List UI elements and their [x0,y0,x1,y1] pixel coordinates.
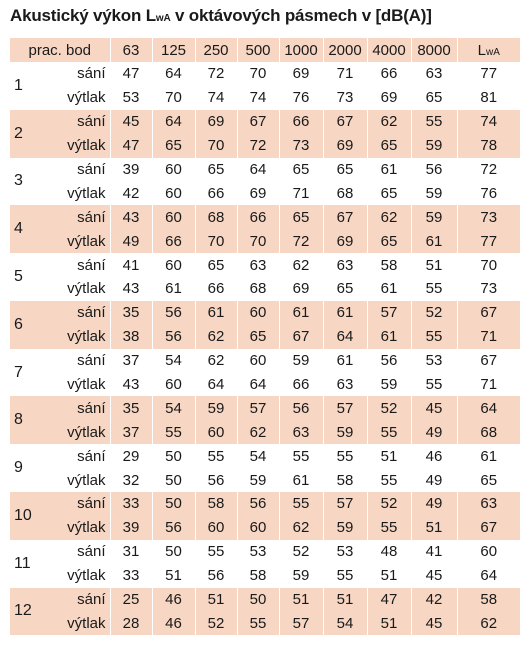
label-vytlak: výtlak [67,423,106,441]
label-sani: sání [77,495,106,513]
band-value: 43 [110,277,152,301]
band-value: 68 [237,277,279,301]
band-value: 50 [152,540,195,564]
label-vytlak: výtlak [67,519,106,537]
band-value: 66 [279,373,323,397]
point-number: 7 [14,363,23,381]
band-value: 64 [152,110,195,134]
label-sani: sání [77,591,106,609]
band-value: 70 [152,86,195,110]
band-value: 69 [195,110,237,134]
band-value: 61 [195,301,237,325]
table-row [10,611,520,635]
band-value: 38 [110,325,152,349]
band-value: 60 [237,349,279,373]
band-value: 69 [367,86,411,110]
lwa-value: 67 [457,349,520,373]
band-value: 49 [411,468,457,492]
band-value: 41 [411,540,457,564]
band-value: 61 [279,301,323,325]
band-value: 61 [367,325,411,349]
band-value: 65 [367,181,411,205]
lwa-value: 64 [457,396,520,420]
label-sani: sání [77,447,106,465]
lwa-value: 58 [457,588,520,612]
band-value: 39 [110,158,152,182]
lwa-value: 71 [457,373,520,397]
label-vytlak: výtlak [67,328,106,346]
band-value: 47 [110,62,152,86]
band-value: 55 [367,420,411,444]
band-value: 63 [323,373,367,397]
band-value: 55 [411,373,457,397]
band-value: 63 [323,253,367,277]
band-value: 45 [411,564,457,588]
band-value: 64 [152,62,195,86]
band-value: 69 [323,229,367,253]
band-value: 41 [110,253,152,277]
band-value: 60 [152,158,195,182]
lwa-value: 72 [457,158,520,182]
title-prefix: Akustický výkon L [10,6,156,25]
lwa-value: 73 [457,205,520,229]
band-value: 58 [367,253,411,277]
band-value: 57 [279,611,323,635]
band-value: 65 [195,158,237,182]
label-vytlak: výtlak [67,280,106,298]
band-value: 62 [367,205,411,229]
band-value: 65 [367,134,411,158]
band-value: 61 [367,158,411,182]
band-value: 65 [323,277,367,301]
label-sani: sání [77,352,106,370]
point-number: 6 [14,315,23,333]
band-value: 32 [110,468,152,492]
table-row [10,158,520,182]
table-row [10,86,520,110]
lwa-value: 73 [457,277,520,301]
band-value: 59 [195,396,237,420]
band-value: 61 [367,277,411,301]
band-value: 55 [279,444,323,468]
label-vytlak: výtlak [67,184,106,202]
label-sani: sání [77,256,106,274]
band-value: 66 [195,277,237,301]
band-value: 74 [237,86,279,110]
header-lwa-main: L [477,41,486,59]
band-value: 60 [195,420,237,444]
band-value: 54 [152,396,195,420]
band-value: 59 [279,564,323,588]
band-value: 55 [323,444,367,468]
lwa-value: 60 [457,540,520,564]
band-value: 43 [110,373,152,397]
label-sani: sání [77,113,106,131]
band-value: 28 [110,611,152,635]
band-value: 42 [411,588,457,612]
band-value: 56 [367,349,411,373]
band-value: 45 [411,611,457,635]
band-value: 50 [152,468,195,492]
table-row [10,205,520,229]
band-value: 61 [323,301,367,325]
band-value: 66 [195,181,237,205]
band-value: 52 [367,396,411,420]
band-value: 57 [367,301,411,325]
lwa-value: 71 [457,325,520,349]
header-lwa [457,38,520,62]
band-value: 55 [195,540,237,564]
band-value: 73 [279,134,323,158]
band-value: 25 [110,588,152,612]
lwa-value: 81 [457,86,520,110]
band-value: 52 [279,540,323,564]
band-value: 60 [237,516,279,540]
table-row [10,253,520,277]
band-value: 49 [110,229,152,253]
band-value: 67 [237,110,279,134]
band-value: 65 [411,86,457,110]
band-value: 55 [279,492,323,516]
band-value: 69 [279,62,323,86]
band-value: 50 [152,444,195,468]
lwa-value: 67 [457,516,520,540]
point-number: 12 [14,602,32,620]
band-value: 59 [411,181,457,205]
band-value: 62 [279,253,323,277]
band-value: 58 [195,492,237,516]
band-value: 62 [367,110,411,134]
band-value: 43 [110,205,152,229]
band-value: 59 [411,205,457,229]
band-value: 54 [237,444,279,468]
point-number: 11 [14,554,31,572]
band-value: 55 [152,420,195,444]
band-value: 51 [323,588,367,612]
table-row [10,492,520,516]
band-value: 47 [110,134,152,158]
header-band: 2000 [323,38,367,62]
table-row [10,540,520,564]
label-vytlak: výtlak [67,567,106,585]
header-point: prac. bod [28,41,92,59]
label-vytlak: výtlak [67,471,106,489]
band-value: 72 [237,134,279,158]
band-value: 73 [323,86,367,110]
point-number: 9 [14,459,23,477]
band-value: 33 [110,492,152,516]
band-value: 64 [237,158,279,182]
table-row [10,373,520,397]
band-value: 65 [237,325,279,349]
band-value: 65 [152,134,195,158]
lwa-value: 68 [457,420,520,444]
band-value: 72 [195,62,237,86]
band-value: 70 [195,229,237,253]
band-value: 66 [279,110,323,134]
band-value: 59 [279,349,323,373]
band-value: 55 [323,564,367,588]
label-sani: sání [77,208,106,226]
band-value: 55 [195,444,237,468]
table-row [10,62,520,86]
band-value: 70 [195,134,237,158]
band-value: 56 [195,564,237,588]
band-value: 56 [411,158,457,182]
lwa-value: 62 [457,611,520,635]
band-value: 35 [110,396,152,420]
band-value: 54 [323,611,367,635]
band-value: 56 [152,301,195,325]
band-value: 52 [195,611,237,635]
label-sani: sání [77,65,106,83]
band-value: 69 [323,134,367,158]
band-value: 33 [110,564,152,588]
band-value: 58 [237,564,279,588]
table-row [10,444,520,468]
band-value: 69 [279,277,323,301]
band-value: 46 [152,611,195,635]
lwa-value: 77 [457,229,520,253]
band-value: 51 [367,564,411,588]
table-row [10,468,520,492]
lwa-value: 78 [457,134,520,158]
label-vytlak: výtlak [67,614,106,632]
band-value: 64 [323,325,367,349]
band-value: 65 [279,158,323,182]
point-number: 10 [14,506,32,524]
band-value: 52 [411,301,457,325]
band-value: 60 [152,253,195,277]
band-value: 60 [237,301,279,325]
band-value: 37 [110,420,152,444]
band-value: 56 [152,325,195,349]
band-value: 50 [237,588,279,612]
band-value: 53 [323,540,367,564]
table-row [10,564,520,588]
band-value: 51 [152,564,195,588]
point-number: 4 [14,220,23,238]
band-value: 53 [237,540,279,564]
band-value: 42 [110,181,152,205]
point-number: 5 [14,268,23,286]
table-title [10,6,432,26]
band-value: 55 [367,468,411,492]
band-value: 70 [237,62,279,86]
header-row [10,38,520,62]
band-value: 56 [152,516,195,540]
table-row [10,516,520,540]
point-number: 1 [14,76,23,94]
table-body [10,62,520,635]
band-value: 52 [367,492,411,516]
band-value: 60 [152,205,195,229]
band-value: 67 [279,325,323,349]
table-row [10,420,520,444]
band-value: 55 [411,110,457,134]
band-value: 59 [323,420,367,444]
band-value: 50 [152,492,195,516]
band-value: 71 [323,62,367,86]
band-value: 59 [237,468,279,492]
band-value: 46 [152,588,195,612]
band-value: 55 [411,325,457,349]
table-row [10,110,520,134]
band-value: 51 [367,444,411,468]
header-band: 250 [195,38,237,62]
band-value: 53 [110,86,152,110]
band-value: 49 [411,420,457,444]
lwa-value: 77 [457,62,520,86]
band-value: 31 [110,540,152,564]
table-row [10,396,520,420]
table-row [10,349,520,373]
header-band: 63 [110,38,152,62]
band-value: 51 [411,253,457,277]
band-value: 53 [411,349,457,373]
band-value: 59 [323,516,367,540]
band-value: 65 [279,205,323,229]
band-value: 59 [411,134,457,158]
band-value: 57 [237,396,279,420]
label-vytlak: výtlak [67,232,106,250]
band-value: 67 [323,205,367,229]
band-value: 62 [237,420,279,444]
band-value: 62 [195,349,237,373]
band-value: 51 [279,588,323,612]
band-value: 68 [195,205,237,229]
band-value: 39 [110,516,152,540]
table-row [10,229,520,253]
band-value: 61 [279,468,323,492]
band-value: 49 [411,492,457,516]
lwa-value: 70 [457,253,520,277]
band-value: 72 [279,229,323,253]
band-value: 56 [237,492,279,516]
lwa-value: 76 [457,181,520,205]
band-value: 55 [367,516,411,540]
band-value: 29 [110,444,152,468]
label-sani: sání [77,304,106,322]
table-row [10,134,520,158]
header-band: 500 [237,38,279,62]
label-vytlak: výtlak [67,89,106,107]
point-number: 8 [14,411,23,429]
table-row [10,588,520,612]
band-value: 45 [110,110,152,134]
header-band: 1000 [279,38,323,62]
band-value: 57 [323,492,367,516]
label-sani: sání [77,399,106,417]
band-value: 69 [237,181,279,205]
band-value: 55 [411,277,457,301]
band-value: 63 [237,253,279,277]
band-value: 71 [279,181,323,205]
band-value: 60 [152,373,195,397]
title-subscript: wA [155,13,171,24]
band-value: 66 [367,62,411,86]
header-band: 8000 [411,38,457,62]
label-sani: sání [77,543,106,561]
band-value: 51 [411,516,457,540]
point-number: 2 [14,124,23,142]
band-value: 55 [237,611,279,635]
title-suffix: v oktávových pásmech v [dB(A)] [170,6,432,25]
band-value: 62 [279,516,323,540]
band-value: 35 [110,301,152,325]
band-value: 76 [279,86,323,110]
table-row [10,277,520,301]
band-value: 61 [323,349,367,373]
band-value: 62 [195,325,237,349]
band-value: 45 [411,396,457,420]
acoustic-power-table [10,38,520,635]
band-value: 59 [367,373,411,397]
lwa-value: 61 [457,444,520,468]
band-value: 54 [152,349,195,373]
band-value: 56 [195,468,237,492]
band-value: 66 [152,229,195,253]
table-row [10,301,520,325]
lwa-value: 74 [457,110,520,134]
band-value: 74 [195,86,237,110]
lwa-value: 67 [457,301,520,325]
lwa-value: 63 [457,492,520,516]
band-value: 56 [279,396,323,420]
band-value: 64 [237,373,279,397]
band-value: 37 [110,349,152,373]
band-value: 47 [367,588,411,612]
band-value: 65 [367,229,411,253]
band-value: 63 [279,420,323,444]
header-lwa-sub: wA [485,46,500,58]
lwa-value: 65 [457,468,520,492]
band-value: 66 [237,205,279,229]
band-value: 46 [411,444,457,468]
band-value: 63 [411,62,457,86]
band-value: 70 [237,229,279,253]
table-row [10,181,520,205]
band-value: 60 [195,516,237,540]
band-value: 67 [323,110,367,134]
band-value: 61 [152,277,195,301]
band-value: 61 [411,229,457,253]
band-value: 64 [195,373,237,397]
lwa-value: 64 [457,564,520,588]
band-value: 65 [323,158,367,182]
label-sani: sání [77,161,106,178]
point-number: 3 [14,172,23,190]
header-band: 125 [152,38,195,62]
band-value: 68 [323,181,367,205]
band-value: 51 [367,611,411,635]
header-band: 4000 [367,38,411,62]
label-vytlak: výtlak [67,376,106,394]
band-value: 57 [323,396,367,420]
band-value: 51 [195,588,237,612]
band-value: 60 [152,181,195,205]
band-value: 58 [323,468,367,492]
label-vytlak: výtlak [67,137,106,155]
band-value: 48 [367,540,411,564]
table-row [10,325,520,349]
band-value: 65 [195,253,237,277]
